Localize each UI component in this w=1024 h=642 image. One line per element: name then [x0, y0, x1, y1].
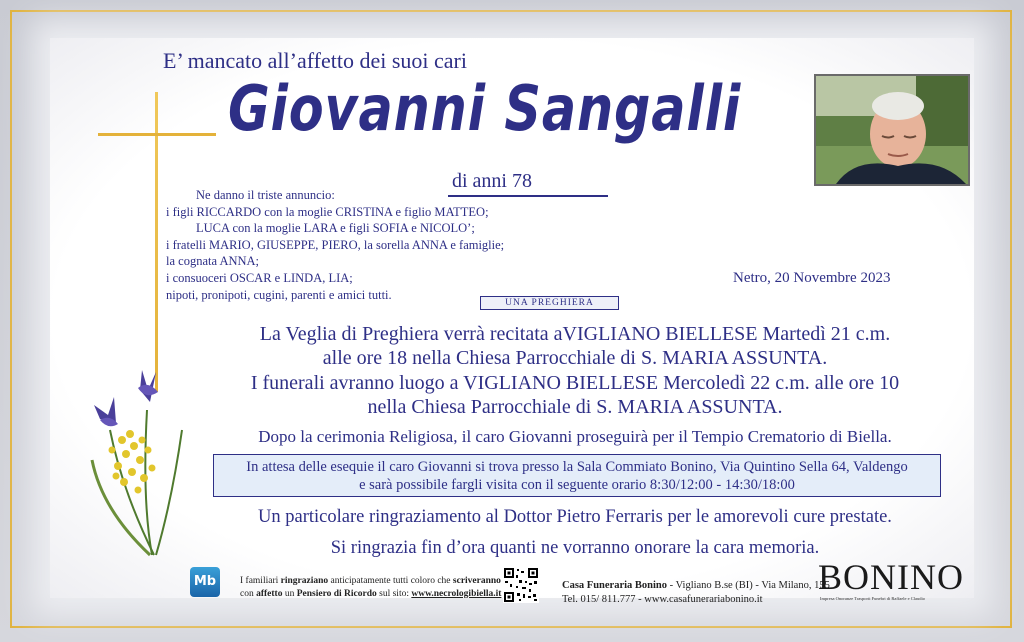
- footer-condolence-note: [240, 575, 501, 600]
- portrait-photo: [814, 74, 970, 186]
- footer-text-bold: affetto: [256, 588, 283, 599]
- qr-code-icon[interactable]: [503, 567, 539, 603]
- mourners-list: [166, 187, 504, 303]
- footer-text-bold: ringraziano: [280, 576, 329, 586]
- deceased-name: Giovanni Sangalli: [228, 72, 742, 145]
- footer-text: sul sito:: [376, 588, 412, 599]
- separator: -: [635, 594, 645, 605]
- footer-text: I familiari: [240, 576, 281, 586]
- vigil-line-1: La Veglia di Preghiera verrà recitata aVIGLIANO BIELLESE Martedì 21 c.m.: [259, 323, 891, 345]
- mourner-line: i consuoceri OSCAR e LINDA, LIA;: [166, 270, 353, 285]
- funeral-home-contact: [562, 579, 830, 607]
- portrait-image: [816, 76, 968, 184]
- footer-text: anticipatamente tutti coloro che: [328, 576, 453, 586]
- thanks-line: Un particolare ringraziamento al Dottor Pietro Ferraris per le amorevoli cure prestate.: [258, 507, 892, 527]
- vigil-line-2: alle ore 18 nella Chiesa Parrocchiale di S. MARIA ASSUNTA.: [322, 347, 828, 369]
- bonino-logo-subtitle: Impresa Onoranze Trasporti Funebri di Raffaele e Claudio: [820, 596, 926, 601]
- visitation-box: [213, 454, 941, 497]
- prayer-badge: UNA PREGHIERA: [480, 296, 619, 310]
- funeral-home-name: Casa Funeraria Bonino: [562, 580, 668, 591]
- footer-text-bold: scriveranno: [452, 576, 501, 586]
- necrologi-app-icon[interactable]: Mb: [190, 567, 220, 597]
- cremation-line: Dopo la cerimonia Religiosa, il caro Giovanni proseguirà per il Tempio Crematorio di Biella.: [258, 427, 892, 446]
- necrologi-link[interactable]: www.necrologibiella.it: [411, 588, 502, 599]
- cross-vertical: [155, 92, 158, 392]
- mourner-line: nipoti, pronipoti, cugini, parenti e amici tutti.: [166, 287, 392, 302]
- funeral-home-website[interactable]: www.casafunerariabonino.it: [644, 594, 763, 605]
- cross-horizontal: [98, 133, 216, 136]
- visitation-line-1: In attesa delle esequie il caro Giovanni si trova presso la Sala Commiato Bonino, Via Quintino Sella 64, Valdengo: [246, 459, 908, 475]
- place-date: Netro, 20 Novembre 2023: [733, 270, 891, 286]
- funeral-home-address: - Vigliano B.se (BI) - Via Milano, 155: [667, 580, 830, 591]
- mourners-heading: Ne danno il triste annuncio:: [196, 188, 335, 202]
- mourner-line: LUCA con la moglie LARA e figli SOFIA e NICOLO’;: [196, 221, 475, 236]
- mourner-line: i figli RICCARDO con la moglie CRISTINA e figlio MATTEO;: [166, 204, 489, 219]
- age-text: di anni 78: [452, 170, 532, 192]
- visitation-line-2: e sarà possibile fargli visita con il seguente orario 8:30/12:00 - 14:30/18:00: [359, 477, 795, 493]
- bonino-logo: BONINO: [818, 557, 964, 597]
- iris-flowers-illustration: [82, 350, 192, 560]
- funeral-line-1: I funerali avranno luogo a VIGLIANO BIELLESE Mercoledì 22 c.m. alle ore 10: [250, 372, 900, 394]
- intro-text: E’ mancato all’affetto dei suoi cari: [163, 48, 467, 73]
- footer-text: con: [240, 588, 257, 599]
- funeral-home-phone: Tel. 015/ 811.777: [562, 594, 636, 605]
- footer-text: un: [282, 588, 297, 599]
- mourner-line: la cognata ANNA;: [166, 254, 260, 269]
- closing-line: Si ringrazia fin d’ora quanti ne vorranno onorare la cara memoria.: [330, 538, 820, 558]
- mourner-line: i fratelli MARIO, GIUSEPPE, PIERO, la sorella ANNA e famiglie;: [166, 237, 505, 252]
- footer-text-bold: Pensiero di Ricordo: [296, 588, 377, 599]
- funeral-line-2: nella Chiesa Parrocchiale di S. MARIA ASSUNTA.: [367, 396, 783, 418]
